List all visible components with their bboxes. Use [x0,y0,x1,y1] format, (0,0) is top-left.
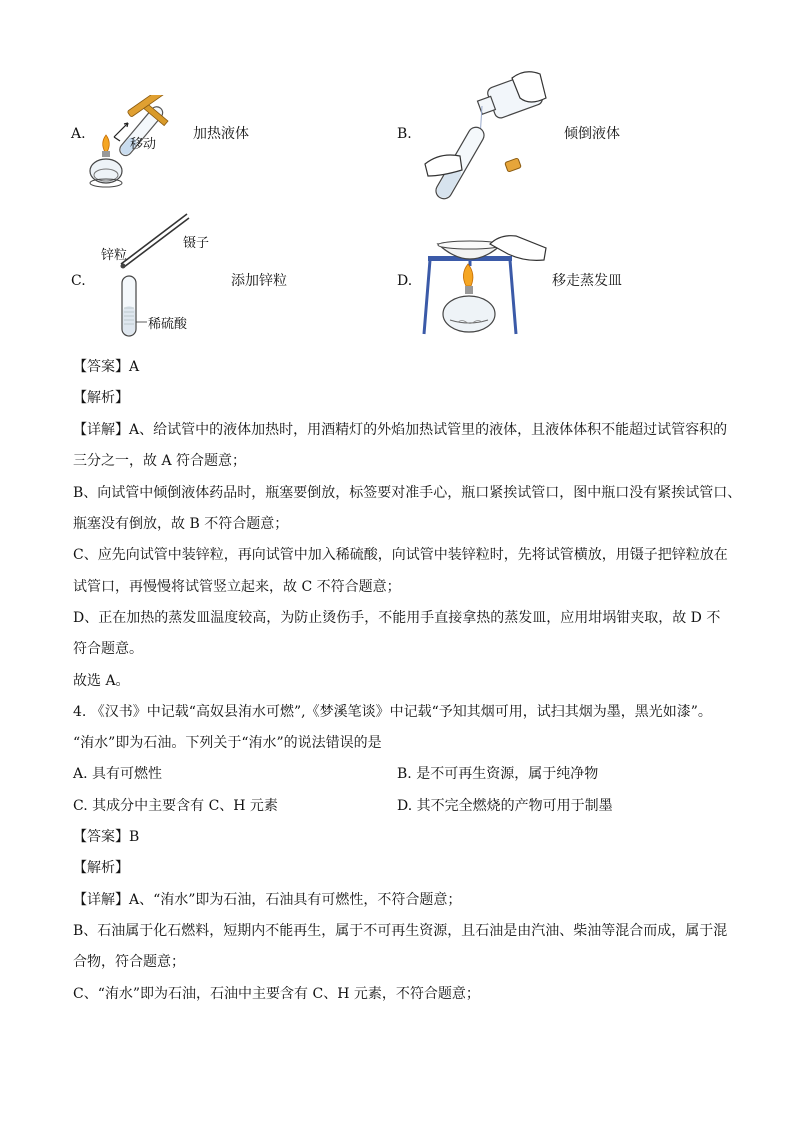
q3-line-7: D、正在加热的蒸发皿温度较高，为防止烫伤手，不能用手直接拿热的蒸发皿，应用坩埚钳夹取，故 D 不 [73,610,721,626]
q4-analysis-heading: 【解析】 [73,860,129,876]
q4-stem-line-2: “洧水”即为石油。下列关于“洧水”的说法错误的是 [73,735,382,751]
q4-line-4: C、“洧水”即为石油，石油中主要含有 C、H 元素，不符合题意； [73,986,480,1002]
q3-analysis-heading: 【解析】 [73,390,129,406]
label-move: 移动 [130,137,157,152]
q3-line-9: 故选 A。 [73,673,130,689]
q3-line-1: 【详解】A、给试管中的液体加热时，用酒精灯的外焰加热试管里的液体，且液体体积不能超过试管容积的 [73,422,728,438]
option-c-letter: C. [71,273,86,289]
figure-heating-liquid [88,95,188,195]
q3-answer: 【答案】A [73,359,140,375]
q4-option-b: B. 是不可再生资源，属于纯净物 [397,766,599,782]
label-tweezers: 镊子 [183,236,210,251]
option-a-caption: 加热液体 [193,126,249,142]
q3-line-4: 瓶塞没有倒放，故 B 不符合题意； [73,516,289,532]
q3-line-6: 试管口，再慢慢将试管竖立起来，故 C 不符合题意； [73,579,401,595]
figure-moving-evaporating-dish [420,232,550,337]
option-b-letter: B. [397,126,412,142]
option-d-caption: 移走蒸发皿 [552,273,622,289]
option-a-letter: A. [71,126,86,142]
label-dilute-sulfuric-acid: 稀硫酸 [148,317,188,332]
q3-line-8: 符合题意。 [73,641,143,657]
label-zinc: 锌粒 [101,248,128,263]
q4-option-c: C. 其成分中主要含有 C、H 元素 [73,798,278,814]
q3-line-3: B、向试管中倾倒液体药品时，瓶塞要倒放，标签要对准手心，瓶口紧挨试管口，图中瓶口没有紧挨试管口、 [73,485,742,501]
q4-stem-line-1: 4. 《汉书》中记载“高奴县洧水可燃”,《梦溪笔谈》中记载“予知其烟可用，试扫其烟为墨，黑光如漆”。 [73,704,712,720]
q4-line-2: B、石油属于化石燃料，短期内不能再生，属于不可再生资源，且石油是由汽油、柴油等混合而成，属于混 [73,923,728,939]
option-c-caption: 添加锌粒 [231,273,287,289]
option-b-caption: 倾倒液体 [564,126,620,142]
figure-pouring-liquid [420,68,560,208]
q4-option-a: A. 具有可燃性 [73,766,163,782]
figure-adding-zinc [95,210,225,338]
q4-line-1: 【详解】A、“洧水”即为石油，石油具有可燃性，不符合题意； [73,892,462,908]
q3-line-5: C、应先向试管中装锌粒，再向试管中加入稀硫酸，向试管中装锌粒时，先将试管横放，用镊子把锌粒放在 [73,547,728,563]
q4-option-d: D. 其不完全燃烧的产物可用于制墨 [397,798,613,814]
q4-answer: 【答案】B [73,829,140,845]
q3-line-2: 三分之一，故 A 符合题意； [73,453,247,469]
option-d-letter: D. [397,273,413,289]
q4-line-3: 合物，符合题意； [73,954,185,970]
